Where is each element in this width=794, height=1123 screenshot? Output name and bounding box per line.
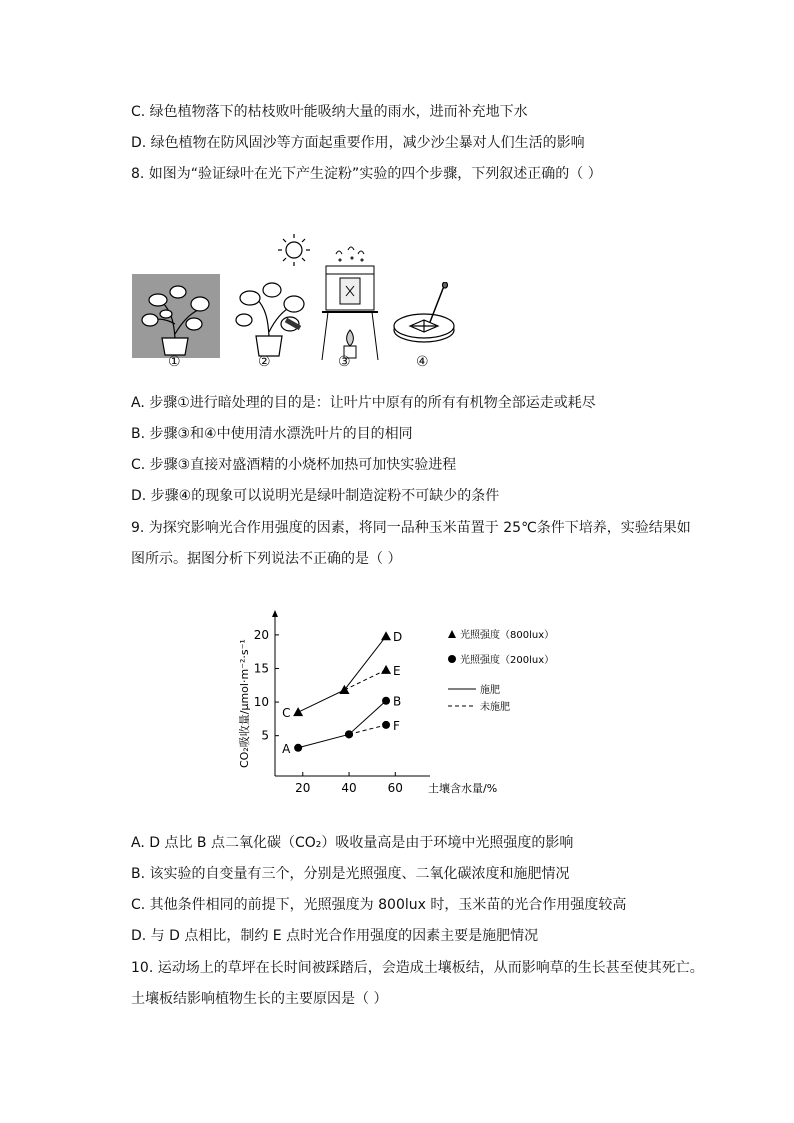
x-axis-label: 土壤含水量/%: [428, 782, 498, 795]
legend-circle-marker: [448, 655, 456, 663]
triangle-point: [293, 707, 303, 716]
triangle-point: [381, 665, 391, 674]
potted-plant-dark-icon: [132, 274, 220, 364]
point-label: B: [393, 694, 402, 709]
circle-point: [294, 744, 302, 752]
petri-dish-icon: [390, 282, 460, 362]
point-label: C: [282, 706, 291, 721]
circle-point: [382, 697, 390, 705]
legend-solid-label: 施肥: [480, 685, 500, 696]
q8-option-b: B. 步骤③和④中使用清水漂洗叶片的目的相同: [131, 426, 413, 442]
q8-option-c: C. 步骤③直接对盛酒精的小烧杯加热可加快实验进程: [131, 457, 457, 473]
circle-point: [382, 721, 390, 729]
y-tick-label: 20: [253, 627, 269, 642]
triangle-point: [381, 631, 391, 640]
q10-stem-line1: 10. 运动场上的草坪在长时间被踩踏后，会造成土壤板结，从而影响草的生长甚至使其死亡。: [131, 960, 704, 976]
triangle-point: [339, 685, 349, 694]
circle-point: [345, 730, 353, 738]
step-label-1: ①: [168, 354, 181, 370]
y-axis-label: CO₂吸收量/μmol·m⁻²·s⁻¹: [238, 639, 251, 768]
q8-stem: 8. 如图为“验证绿叶在光下产生淀粉”实验的四个步骤，下列叙述正确的（ ）: [131, 166, 602, 182]
water-bath-heating-icon: [318, 230, 382, 364]
y-tick-label: 15: [253, 661, 269, 676]
q9-option-b: B. 该实验的自变量有三个，分别是光照强度、二氧化碳浓度和施肥情况: [131, 866, 570, 882]
q9-option-d: D. 与 D 点相比，制约 E 点时光合作用强度的因素主要是施肥情况: [131, 928, 539, 944]
q7-option-d: D. 绿色植物在防风固沙等方面起重要作用，减少沙尘暴对人们生活的影响: [131, 135, 585, 151]
series-line: [344, 670, 386, 690]
point-label: D: [393, 630, 403, 645]
step-label-2: ②: [258, 354, 271, 370]
x-tick-label: 40: [341, 781, 357, 795]
q9-stem-line1: 9. 为探究影响光合作用强度的因素，将同一品种玉米苗置于 25℃条件下培养，实验结果如: [131, 520, 691, 536]
legend-triangle-marker: [448, 630, 456, 638]
q9-stem-line2: 图所示。据图分析下列说法不正确的是（ ）: [131, 551, 402, 567]
y-tick-label: 10: [253, 695, 269, 710]
q9-option-a: A. D 点比 B 点二氧化碳（CO₂）吸收量高是由于环境中光照强度的影响: [131, 835, 574, 851]
q9-option-c: C. 其他条件相同的前提下，光照强度为 800lux 时，玉米苗的光合作用强度较高: [131, 897, 627, 913]
q10-stem-line2: 土壤板结影响植物生长的主要原因是（ ）: [131, 991, 388, 1007]
co2-absorption-chart: [230, 608, 560, 808]
x-tick-label: 60: [387, 781, 403, 795]
legend-circle-label: 光照强度（200lux）: [460, 655, 555, 666]
legend-dashed-label: 未施肥: [480, 702, 510, 713]
y-axis-arrow: [272, 610, 278, 617]
q7-option-c: C. 绿色植物落下的枯枝败叶能吸纳大量的雨水，进而补充地下水: [131, 104, 528, 120]
series-line: [298, 701, 386, 748]
step-label-3: ③: [338, 354, 351, 370]
y-tick-label: 5: [261, 728, 269, 743]
step-label-4: ④: [416, 354, 429, 370]
q8-steps-figure: [132, 228, 472, 374]
point-label: A: [282, 741, 291, 756]
point-label: F: [393, 718, 400, 733]
series-line: [298, 636, 386, 712]
q8-option-d: D. 步骤④的现象可以说明光是绿叶制造淀粉不可缺少的条件: [131, 488, 500, 504]
q8-option-a: A. 步骤①进行暗处理的目的是：让叶片中原有的所有有机物全部运走或耗尽: [131, 395, 596, 411]
point-label: E: [393, 663, 401, 678]
legend-triangle-label: 光照强度（800lux）: [460, 630, 555, 641]
potted-plant-sun-icon: [228, 228, 320, 364]
x-tick-label: 20: [295, 781, 311, 795]
